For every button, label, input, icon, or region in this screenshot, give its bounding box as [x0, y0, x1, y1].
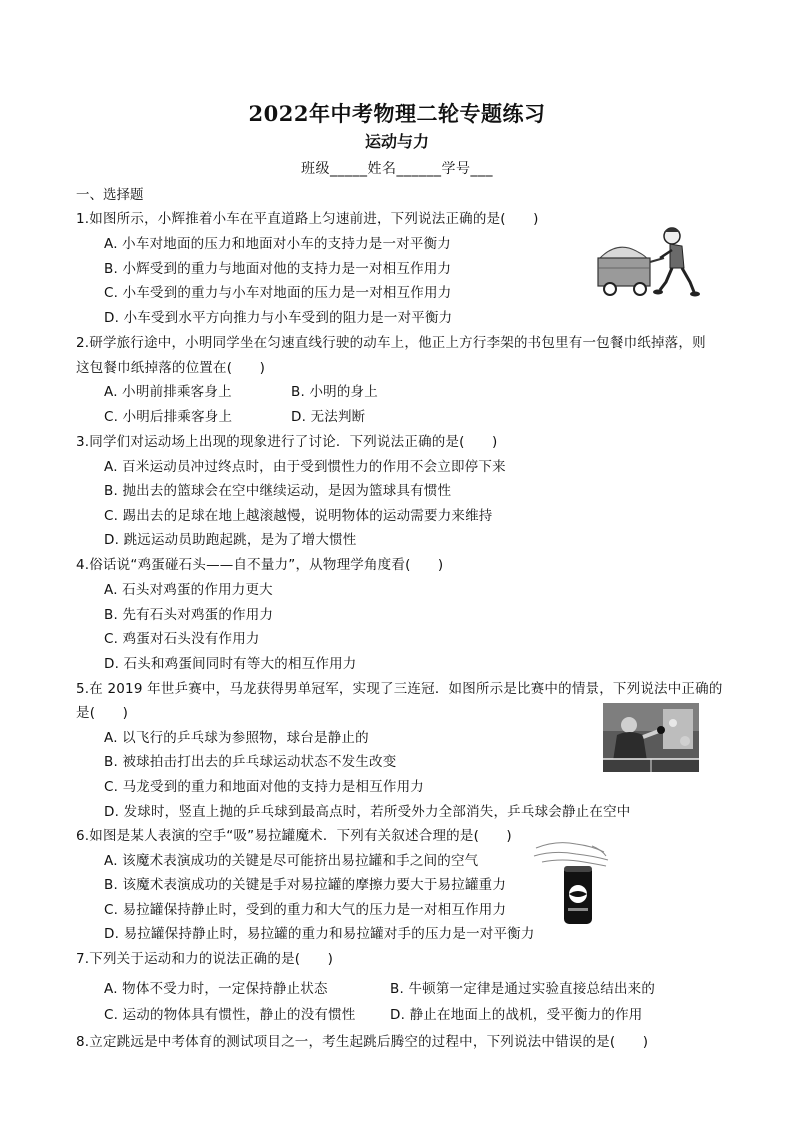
question-6-option-c: C. 易拉罐保持静止时，受到的重力和大气的压力是一对相互作用力: [104, 902, 507, 918]
question-5-option-a: A. 以飞行的乒乓球为参照物，球台是静止的: [104, 730, 369, 746]
question-3-stem: 3.同学们对运动场上出现的现象进行了讨论．下列说法正确的是( ): [76, 434, 498, 450]
page-subtitle: 运动与力: [364, 132, 429, 151]
question-5-option-d: D. 发球时，竖直上抛的乒乓球到最高点时，若所受外力全部消失，乒乓球会静止在空中: [104, 804, 631, 820]
question-2-option-b: B. 小明的身上: [291, 384, 378, 400]
question-4-option-a: A. 石头对鸡蛋的作用力更大: [104, 582, 273, 598]
question-3-option-b: B. 抛出去的篮球会在空中继续运动，是因为篮球具有惯性: [104, 483, 452, 499]
question-6-option-d: D. 易拉罐保持静止时，易拉罐的重力和易拉罐对手的压力是一对平衡力: [104, 926, 535, 942]
question-2-option-c: C. 小明后排乘客身上: [104, 409, 233, 425]
question-7-option-c: C. 运动的物体具有惯性，静止的没有惯性: [104, 1007, 356, 1023]
question-4-stem: 4.俗话说“鸡蛋碰石头——自不量力”，从物理学角度看( ): [76, 557, 444, 573]
question-6-option-b: B. 该魔术表演成功的关键是手对易拉罐的摩擦力要大于易拉罐重力: [104, 877, 507, 893]
question-3-option-d: D. 跳远运动员助跑起跳，是为了增大惯性: [104, 532, 357, 548]
question-1-option-a: A. 小车对地面的压力和地面对小车的支持力是一对平衡力: [104, 236, 451, 252]
question-6-option-a: A. 该魔术表演成功的关键是尽可能挤出易拉罐和手之间的空气: [104, 853, 479, 869]
question-5-stem: 5.在 2019 年世乒赛中，马龙获得男单冠军，实现了三连冠．如图所示是比赛中的情景，下列说法中正确的: [76, 681, 723, 697]
question-2-stem: 2.研学旅行途中，小明同学坐在匀速直线行驶的动车上，他正上方行李架的书包里有一包餐巾纸掉落，则: [76, 335, 706, 351]
table-tennis-photo: [603, 703, 699, 772]
hand-and-can-figure: [532, 838, 612, 928]
question-2-option-d: D. 无法判断: [291, 409, 366, 425]
question-1-option-c: C. 小车受到的重力与小车对地面的压力是一对相互作用力: [104, 285, 452, 301]
question-7-option-a: A. 物体不受力时，一定保持静止状态: [104, 981, 328, 997]
question-1-stem: 1.如图所示，小辉推着小车在平直道路上匀速前进，下列说法正确的是( ): [76, 211, 539, 227]
question-2-option-a: A. 小明前排乘客身上: [104, 384, 232, 400]
question-4-option-c: C. 鸡蛋对石头没有作用力: [104, 631, 260, 647]
question-6-stem: 6.如图是某人表演的空手“吸”易拉罐魔术．下列有关叙述合理的是( ): [76, 828, 512, 844]
question-5-stem-cont: 是( ): [76, 705, 129, 721]
page-title: 2022年中考物理二轮专题练习: [248, 101, 546, 126]
boy-pushing-cart-figure: [596, 224, 700, 298]
question-7-stem: 7.下列关于运动和力的说法正确的是( ): [76, 951, 334, 967]
question-2-stem-cont: 这包餐巾纸掉落的位置在( ): [76, 360, 266, 376]
question-3-option-c: C. 踢出去的足球在地上越滚越慢，说明物体的运动需要力来维持: [104, 508, 493, 524]
student-info-line: 班级_____姓名______学号___: [301, 161, 493, 177]
question-7-option-d: D. 静止在地面上的战机，受平衡力的作用: [390, 1007, 643, 1023]
question-4-option-d: D. 石头和鸡蛋间同时有等大的相互作用力: [104, 656, 357, 672]
question-1-option-b: B. 小辉受到的重力与地面对他的支持力是一对相互作用力: [104, 261, 452, 277]
section-heading: 一、选择题: [76, 187, 144, 203]
question-3-option-a: A. 百米运动员冲过终点时，由于受到惯性力的作用不会立即停下来: [104, 459, 506, 475]
question-8-stem: 8.立定跳远是中考体育的测试项目之一，考生起跳后腾空的过程中，下列说法中错误的是( ): [76, 1034, 649, 1050]
question-4-option-b: B. 先有石头对鸡蛋的作用力: [104, 607, 274, 623]
question-5-option-c: C. 马龙受到的重力和地面对他的支持力是相互作用力: [104, 779, 425, 795]
question-1-option-d: D. 小车受到水平方向推力与小车受到的阻力是一对平衡力: [104, 310, 453, 326]
question-7-option-b: B. 牛顿第一定律是通过实验直接总结出来的: [390, 981, 656, 997]
question-5-option-b: B. 被球拍击打出去的乒乓球运动状态不发生改变: [104, 754, 397, 770]
